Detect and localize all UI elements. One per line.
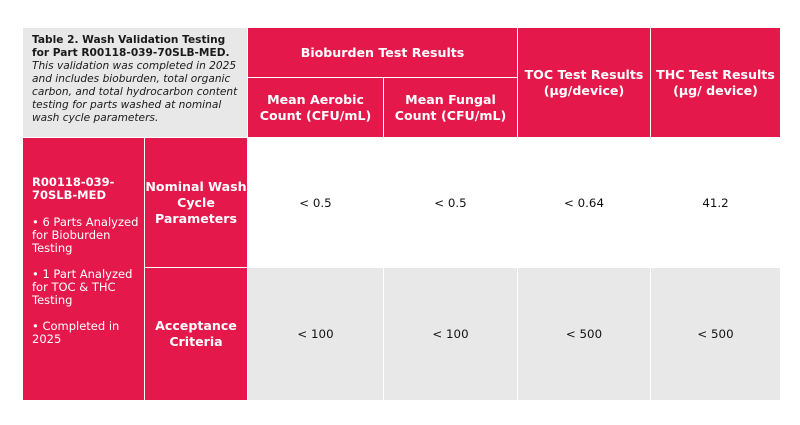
toc-header: TOC Test Results (µg/device) bbox=[518, 28, 651, 138]
acceptance-toc-value: < 500 bbox=[518, 268, 651, 401]
nominal-toc-value: < 0.64 bbox=[518, 138, 651, 268]
table-caption bbox=[23, 28, 248, 138]
thc-header: THC Test Results (µg/ device) bbox=[651, 28, 781, 138]
acceptance-fungal-value: < 100 bbox=[384, 268, 518, 401]
nominal-thc-value: 41.2 bbox=[651, 138, 781, 268]
aerobic-header: Mean Aerobic Count (CFU/mL) bbox=[248, 78, 384, 138]
bioburden-header: Bioburden Test Results bbox=[248, 28, 518, 78]
part-note: • Completed in 2025 bbox=[32, 319, 120, 346]
caption-title: Table 2. Wash Validation Testing for Part R00118-039-70SLB-MED. bbox=[32, 34, 230, 59]
row-label-nominal: Nominal Wash Cycle Parameters bbox=[145, 138, 248, 268]
acceptance-thc-value: < 500 bbox=[651, 268, 781, 401]
part-note: • 6 Parts Analyzed for Bioburden Testing bbox=[32, 215, 139, 255]
nominal-fungal-value: < 0.5 bbox=[384, 138, 518, 268]
wash-validation-table bbox=[22, 27, 781, 401]
part-info-cell bbox=[23, 138, 145, 401]
row-label-acceptance: Acceptance Criteria bbox=[145, 268, 248, 401]
fungal-header: Mean Fungal Count (CFU/mL) bbox=[384, 78, 518, 138]
part-number: R00118-039-70SLB-MED bbox=[32, 175, 115, 202]
nominal-aerobic-value: < 0.5 bbox=[248, 138, 384, 268]
acceptance-aerobic-value: < 100 bbox=[248, 268, 384, 401]
validation-table-container bbox=[22, 27, 780, 400]
caption-text: This validation was completed in 2025 and includes bioburden, total organic carbon, and total hydrocarbon content testing for parts washed at nominal wash cycle parameters. bbox=[32, 60, 238, 124]
part-note: • 1 Part Analyzed for TOC & THC Testing bbox=[32, 267, 133, 307]
table-row bbox=[23, 138, 781, 268]
